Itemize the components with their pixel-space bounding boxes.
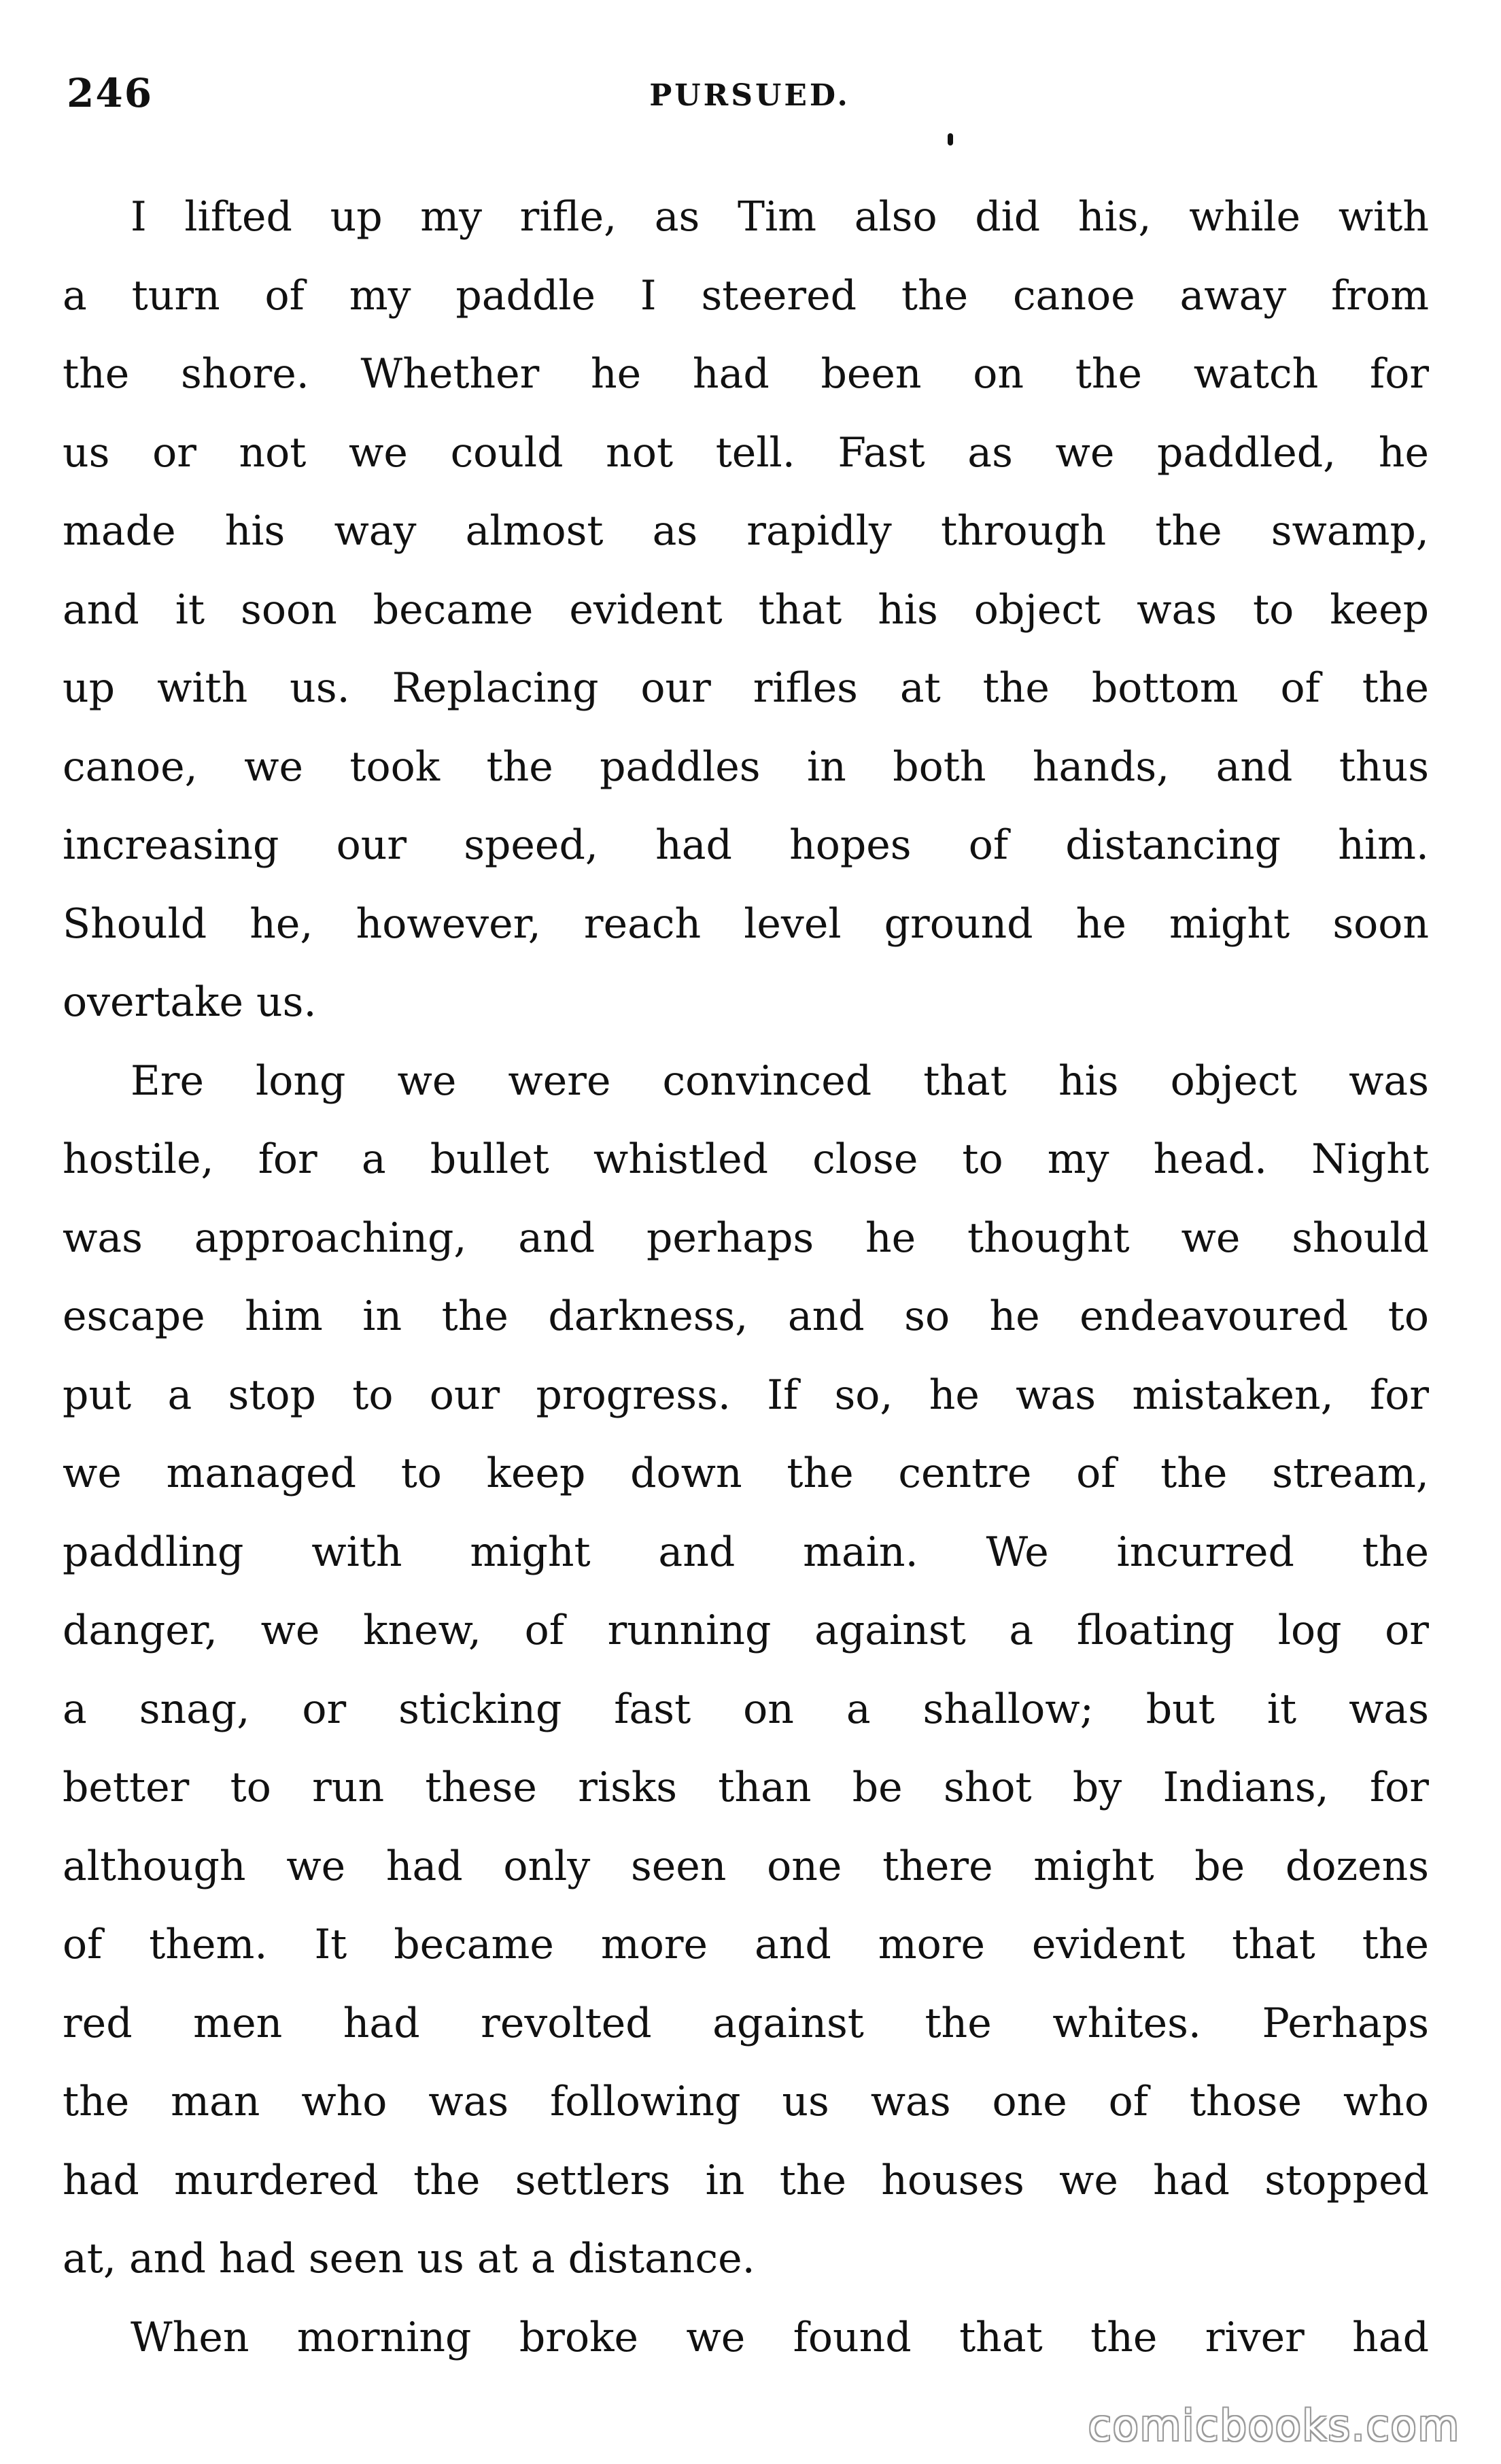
body-text <box>63 178 1429 2377</box>
text-line: and it soon became evident that his object was to keep <box>63 585 1429 634</box>
page-number: 246 <box>67 70 154 116</box>
text-line: the shore. Whether he had been on the watch for <box>63 350 1429 398</box>
text-line: Ere long we were convinced that his object was <box>131 1057 1429 1105</box>
text-line: danger, we knew, of running against a floating log or <box>63 1607 1429 1654</box>
paragraph <box>63 1042 1429 2299</box>
text-line: overtake us. <box>63 978 317 1026</box>
text-line: Should he, however, reach level ground he might soon <box>63 900 1429 948</box>
paragraph <box>63 2299 1429 2378</box>
text-line: escape him in the darkness, and so he endeavoured to <box>63 1293 1429 1340</box>
text-line: I lifted up my rifle, as Tim also did his, while with <box>131 193 1429 241</box>
text-line: up with us. Replacing our rifles at the bottom of the <box>63 664 1429 712</box>
text-line: of them. It became more and more evident that the <box>63 1921 1429 1968</box>
text-line: us or not we could not tell. Fast as we paddled, he <box>63 428 1429 477</box>
text-line: hostile, for a bullet whistled close to my head. Night <box>63 1135 1429 1183</box>
text-line: put a stop to our progress. If so, he was mistaken, for <box>63 1371 1429 1419</box>
text-line: at, and had seen us at a distance. <box>63 2235 755 2282</box>
text-line: a snag, or sticking fast on a shallow; but it was <box>63 1685 1429 1733</box>
text-line: although we had only seen one there might be dozens <box>63 1842 1429 1890</box>
text-line: a turn of my paddle I steered the canoe away from <box>63 271 1429 320</box>
ink-speck <box>948 133 953 146</box>
text-line: When morning broke we found that the river had <box>131 2313 1429 2361</box>
running-head: PURSUED. <box>649 78 850 113</box>
text-line: canoe, we took the paddles in both hands, and thus <box>63 742 1429 791</box>
text-line: made his way almost as rapidly through the swamp, <box>63 507 1429 555</box>
text-line: we managed to keep down the centre of the stream, <box>63 1450 1429 1497</box>
text-line: the man who was following us was one of those who <box>63 2078 1429 2125</box>
text-line: paddling with might and main. We incurred the <box>63 1528 1429 1576</box>
watermark: comicbooks.com <box>1088 2401 1460 2450</box>
page-header <box>67 63 1433 124</box>
paragraph <box>63 178 1429 1042</box>
text-line: red men had revolted against the whites. Perhaps <box>63 1999 1429 2047</box>
text-line: increasing our speed, had hopes of distancing him. <box>63 821 1429 869</box>
text-line: better to run these risks than be shot by Indians, for <box>63 1764 1429 1811</box>
text-line: was approaching, and perhaps he thought we should <box>63 1214 1429 1262</box>
text-line: had murdered the settlers in the houses we had stopped <box>63 2156 1429 2204</box>
